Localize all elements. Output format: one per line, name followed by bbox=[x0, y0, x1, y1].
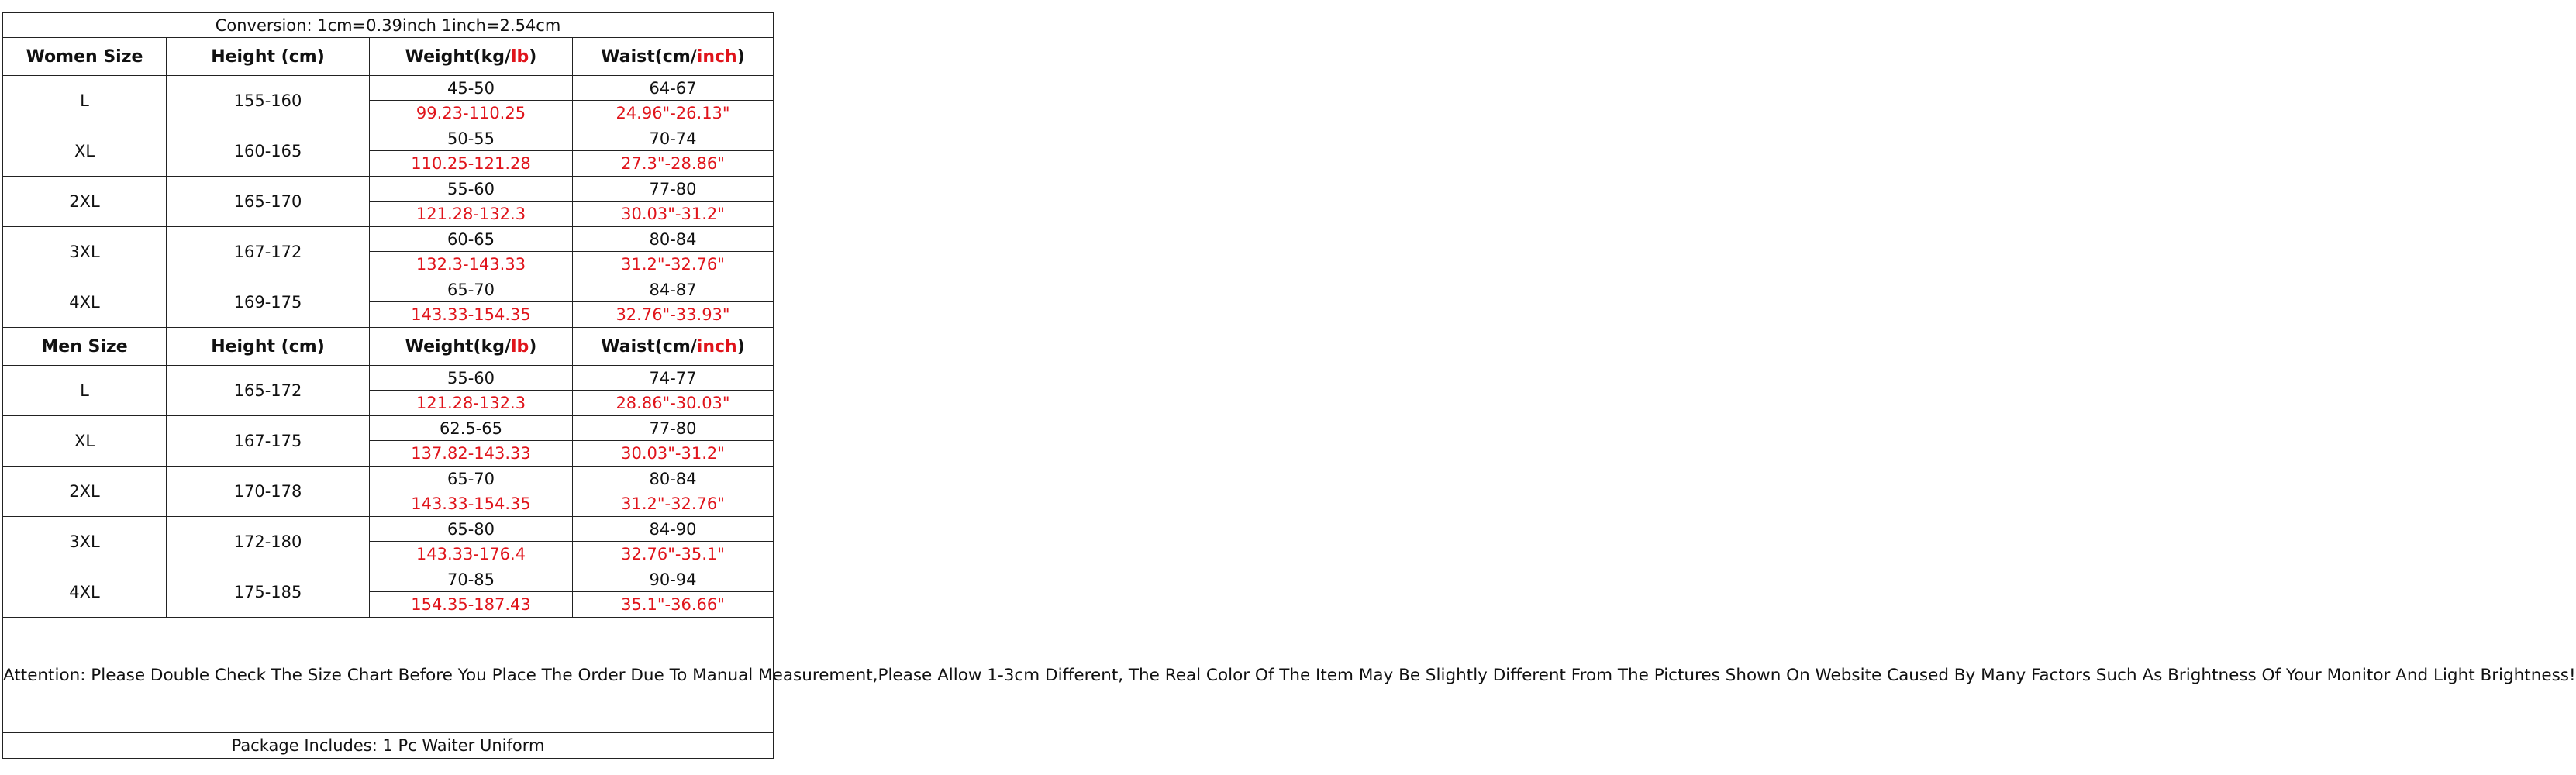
weight-header-suffix: ) bbox=[529, 46, 537, 67]
waist-cm-value: 90-94 bbox=[573, 567, 774, 592]
package-includes: Package Includes: 1 Pc Waiter Uniform bbox=[3, 733, 774, 759]
height-value: 170-178 bbox=[167, 467, 370, 517]
men-size-row bbox=[3, 366, 774, 391]
waist-inch-value: 30.03"-31.2" bbox=[573, 441, 774, 467]
waist-inch-value: 30.03"-31.2" bbox=[573, 202, 774, 227]
weight-lb-value: 143.33-176.4 bbox=[370, 542, 573, 567]
waist-cm-value: 70-74 bbox=[573, 126, 774, 151]
waist-inch-value: 32.76"-35.1" bbox=[573, 542, 774, 567]
size-label: 2XL bbox=[3, 177, 167, 227]
weight-header-lb-unit: lb bbox=[510, 336, 529, 356]
weight-header-suffix: ) bbox=[529, 336, 537, 356]
waist-inch-value: 27.3"-28.86" bbox=[573, 151, 774, 177]
weight-lb-value: 99.23-110.25 bbox=[370, 101, 573, 126]
men-size-row bbox=[3, 517, 774, 542]
weight-lb-value: 137.82-143.33 bbox=[370, 441, 573, 467]
weight-kg-value: 65-80 bbox=[370, 517, 573, 542]
weight-lb-value: 154.35-187.43 bbox=[370, 592, 573, 618]
height-value: 175-185 bbox=[167, 567, 370, 618]
size-label: 4XL bbox=[3, 567, 167, 618]
size-label: 4XL bbox=[3, 277, 167, 328]
weight-kg-value: 45-50 bbox=[370, 76, 573, 101]
waist-header-prefix: Waist(cm/ bbox=[601, 46, 697, 67]
women-size-row bbox=[3, 277, 774, 302]
waist-cm-value: 80-84 bbox=[573, 227, 774, 252]
women-size-row bbox=[3, 227, 774, 252]
size-label: 3XL bbox=[3, 227, 167, 277]
waist-inch-value: 35.1"-36.66" bbox=[573, 592, 774, 618]
waist-cm-value: 80-84 bbox=[573, 467, 774, 491]
women-weight-header bbox=[370, 38, 573, 76]
height-value: 167-175 bbox=[167, 416, 370, 467]
waist-cm-value: 74-77 bbox=[573, 366, 774, 391]
attention-note: Attention: Please Double Check The Size Chart Before You Place The Order Due To Manual Measurement,Please Allow 1-3cm Different, The Real Color Of The Item May Be Slightly Different From The Pictures Shown On Website Caused By Many Factors Such As Brightness Of Your Monitor And Light Brightness! bbox=[3, 618, 774, 733]
women-size-row bbox=[3, 76, 774, 101]
weight-kg-value: 62.5-65 bbox=[370, 416, 573, 441]
waist-header-prefix: Waist(cm/ bbox=[601, 336, 697, 356]
waist-inch-value: 31.2"-32.76" bbox=[573, 491, 774, 517]
women-size-row bbox=[3, 126, 774, 151]
size-label: L bbox=[3, 76, 167, 126]
waist-header-suffix: ) bbox=[736, 46, 745, 67]
height-value: 155-160 bbox=[167, 76, 370, 126]
waist-inch-value: 32.76"-33.93" bbox=[573, 302, 774, 328]
waist-cm-value: 84-87 bbox=[573, 277, 774, 302]
men-size-row bbox=[3, 467, 774, 491]
weight-lb-value: 121.28-132.3 bbox=[370, 391, 573, 416]
men-size-row bbox=[3, 567, 774, 592]
men-size-row bbox=[3, 416, 774, 441]
waist-header-inch-unit: inch bbox=[696, 336, 737, 356]
height-value: 160-165 bbox=[167, 126, 370, 177]
waist-cm-value: 77-80 bbox=[573, 416, 774, 441]
size-label: XL bbox=[3, 416, 167, 467]
women-size-row bbox=[3, 177, 774, 202]
conversion-text: Conversion: 1cm=0.39inch 1inch=2.54cm bbox=[3, 13, 774, 38]
men-waist-header bbox=[573, 328, 774, 366]
women-height-header: Height (cm) bbox=[167, 38, 370, 76]
height-value: 167-172 bbox=[167, 227, 370, 277]
package-row bbox=[3, 733, 774, 759]
waist-header-inch-unit: inch bbox=[696, 46, 737, 67]
waist-header-suffix: ) bbox=[736, 336, 745, 356]
weight-kg-value: 50-55 bbox=[370, 126, 573, 151]
size-label: 2XL bbox=[3, 467, 167, 517]
weight-header-lb-unit: lb bbox=[510, 46, 529, 67]
weight-lb-value: 143.33-154.35 bbox=[370, 491, 573, 517]
waist-inch-value: 31.2"-32.76" bbox=[573, 252, 774, 277]
men-weight-header bbox=[370, 328, 573, 366]
men-header-row bbox=[3, 328, 774, 366]
men-size-header: Men Size bbox=[3, 328, 167, 366]
height-value: 172-180 bbox=[167, 517, 370, 567]
weight-header-prefix: Weight(kg/ bbox=[405, 46, 511, 67]
attention-row bbox=[3, 618, 774, 733]
height-value: 165-172 bbox=[167, 366, 370, 416]
weight-lb-value: 110.25-121.28 bbox=[370, 151, 573, 177]
conversion-row bbox=[3, 13, 774, 38]
waist-inch-value: 28.86"-30.03" bbox=[573, 391, 774, 416]
weight-kg-value: 60-65 bbox=[370, 227, 573, 252]
size-label: L bbox=[3, 366, 167, 416]
weight-lb-value: 121.28-132.3 bbox=[370, 202, 573, 227]
size-label: XL bbox=[3, 126, 167, 177]
height-value: 169-175 bbox=[167, 277, 370, 328]
weight-kg-value: 55-60 bbox=[370, 177, 573, 202]
women-size-header: Women Size bbox=[3, 38, 167, 76]
weight-header-prefix: Weight(kg/ bbox=[405, 336, 511, 356]
size-chart-table bbox=[2, 12, 2576, 759]
waist-cm-value: 84-90 bbox=[573, 517, 774, 542]
women-waist-header bbox=[573, 38, 774, 76]
men-height-header: Height (cm) bbox=[167, 328, 370, 366]
weight-kg-value: 70-85 bbox=[370, 567, 573, 592]
women-header-row bbox=[3, 38, 774, 76]
weight-kg-value: 65-70 bbox=[370, 467, 573, 491]
weight-lb-value: 143.33-154.35 bbox=[370, 302, 573, 328]
waist-cm-value: 77-80 bbox=[573, 177, 774, 202]
weight-lb-value: 132.3-143.33 bbox=[370, 252, 573, 277]
waist-inch-value: 24.96"-26.13" bbox=[573, 101, 774, 126]
size-label: 3XL bbox=[3, 517, 167, 567]
waist-cm-value: 64-67 bbox=[573, 76, 774, 101]
weight-kg-value: 65-70 bbox=[370, 277, 573, 302]
weight-kg-value: 55-60 bbox=[370, 366, 573, 391]
height-value: 165-170 bbox=[167, 177, 370, 227]
